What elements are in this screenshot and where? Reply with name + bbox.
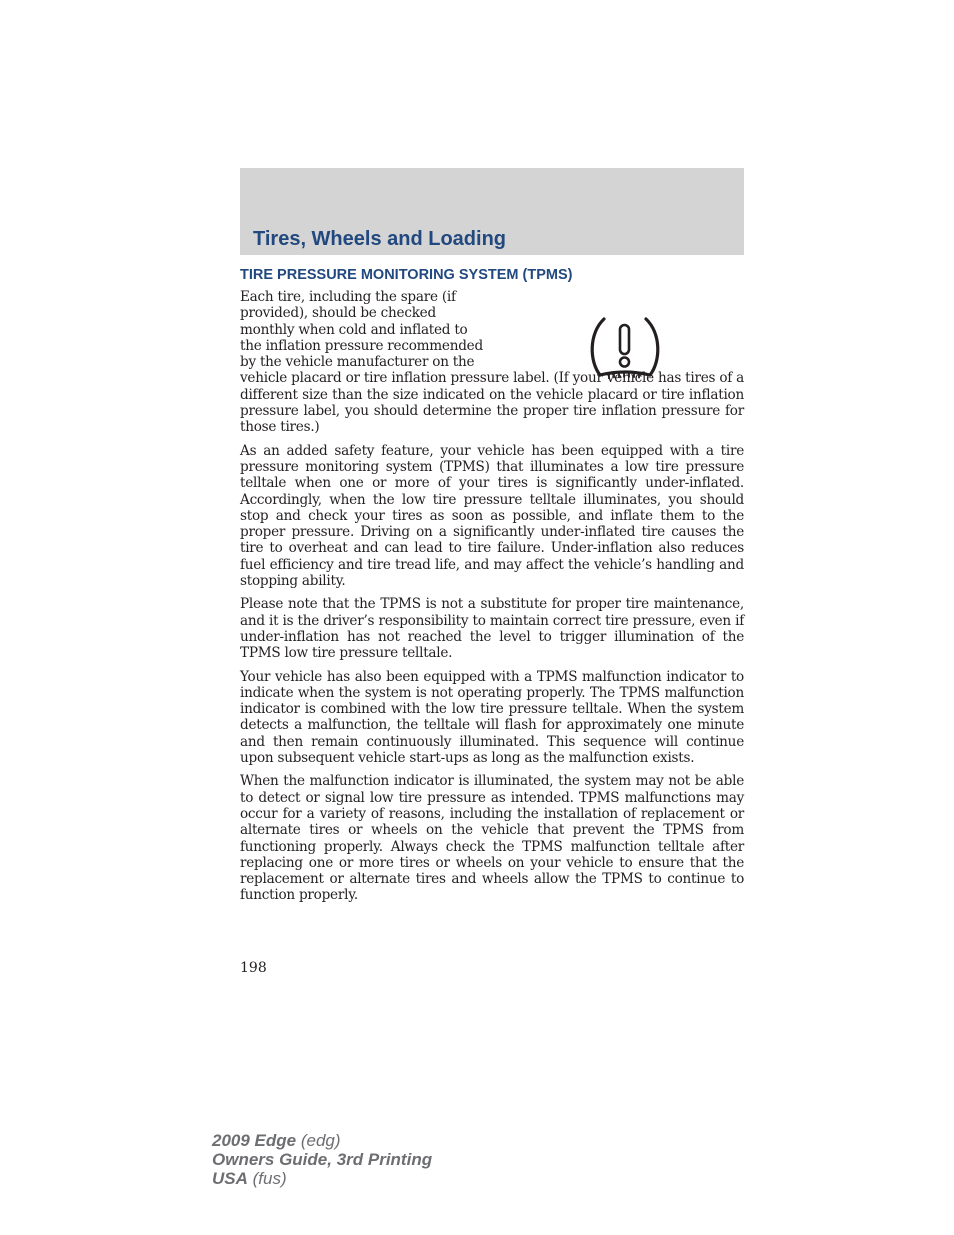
intro-line: by the vehicle manufacturer on the [240, 354, 475, 371]
footer-line-guide [212, 1150, 432, 1169]
section-title: Tires, Wheels and Loading [253, 228, 507, 250]
footer-line-market [212, 1169, 432, 1188]
article-heading: TIRE PRESSURE MONITORING SYSTEM (TPMS) [240, 267, 573, 283]
footer-model-code: (edg) [300, 1131, 341, 1150]
footer-market: USA [212, 1169, 248, 1188]
intro-line: provided), should be checked [240, 305, 436, 322]
intro-paragraph-top [240, 289, 495, 370]
intro-line: Each tire, including the spare (if [240, 289, 456, 305]
tire-pressure-warning-icon [587, 315, 663, 385]
body-paragraph: As an added safety feature, your vehicle has been equipped with a tire pressure monitoring system (TPMS) that illuminates a low tire pressure telltale when one or more of your tires is significantly under-inflated. Accordingly, when the low tire pressure telltale illuminates, you should stop and check your tires as soon as possible, and inflate them to the proper pressure. Driving on a significantly under-inflated tire causes the tire to overheat and can lead to tire failure. Under-inflation also reduces fuel efficiency and tire tread life, and may affect the vehicle’s handling and stopping ability. [240, 442, 744, 590]
document-footer [212, 1131, 432, 1188]
article [240, 267, 744, 911]
intro-block [240, 289, 744, 436]
page-number: 198 [240, 960, 267, 976]
body-paragraph: Please note that the TPMS is not a substitute for proper tire maintenance, and it is the driver’s responsibility to maintain correct tire pressure, even if under-inflation has not reached the level to trigger illumination of the TPMS low tire pressure telltale. [240, 596, 744, 662]
intro-line: the inflation pressure recommended [240, 337, 483, 354]
body-paragraph: Your vehicle has also been equipped with a TPMS malfunction indicator to indicate when the system is not operating properly. The TPMS malfunction indicator is combined with the low tire pressure telltale. When the system detects a malfunction, the telltale will flash for approximately one minute and then remain continuously illuminated. This sequence will continue upon subsequent vehicle start-ups as long as the malfunction exists. [240, 668, 744, 767]
intro-line: monthly when cold and inflated to [240, 321, 468, 338]
footer-guide: Owners Guide, 3rd Printing [212, 1150, 433, 1169]
footer-line-model [212, 1131, 432, 1150]
section-header-band [240, 168, 744, 255]
body-paragraph: When the malfunction indicator is illuminated, the system may not be able to detect or signal low tire pressure as intended. TPMS malfunctions may occur for a variety of reasons, including the installation of replacement or alternate tires or wheels on the vehicle that prevent the TPMS from functioning properly. Always check the TPMS malfunction telltale after replacing one or more tires or wheels on your vehicle to ensure that the replacement or alternate tires and wheels allow the TPMS to continue to function properly. [240, 773, 744, 904]
footer-model: 2009 Edge [212, 1131, 297, 1150]
intro-paragraph-rest: vehicle placard or tire inflation pressure label. (If your vehicle has tires of a different size than the size indicated on the vehicle placard or tire inflation pressure label, you should determine the proper tire inflation pressure for those tires.) [240, 370, 744, 436]
footer-market-code: (fus) [252, 1169, 287, 1188]
